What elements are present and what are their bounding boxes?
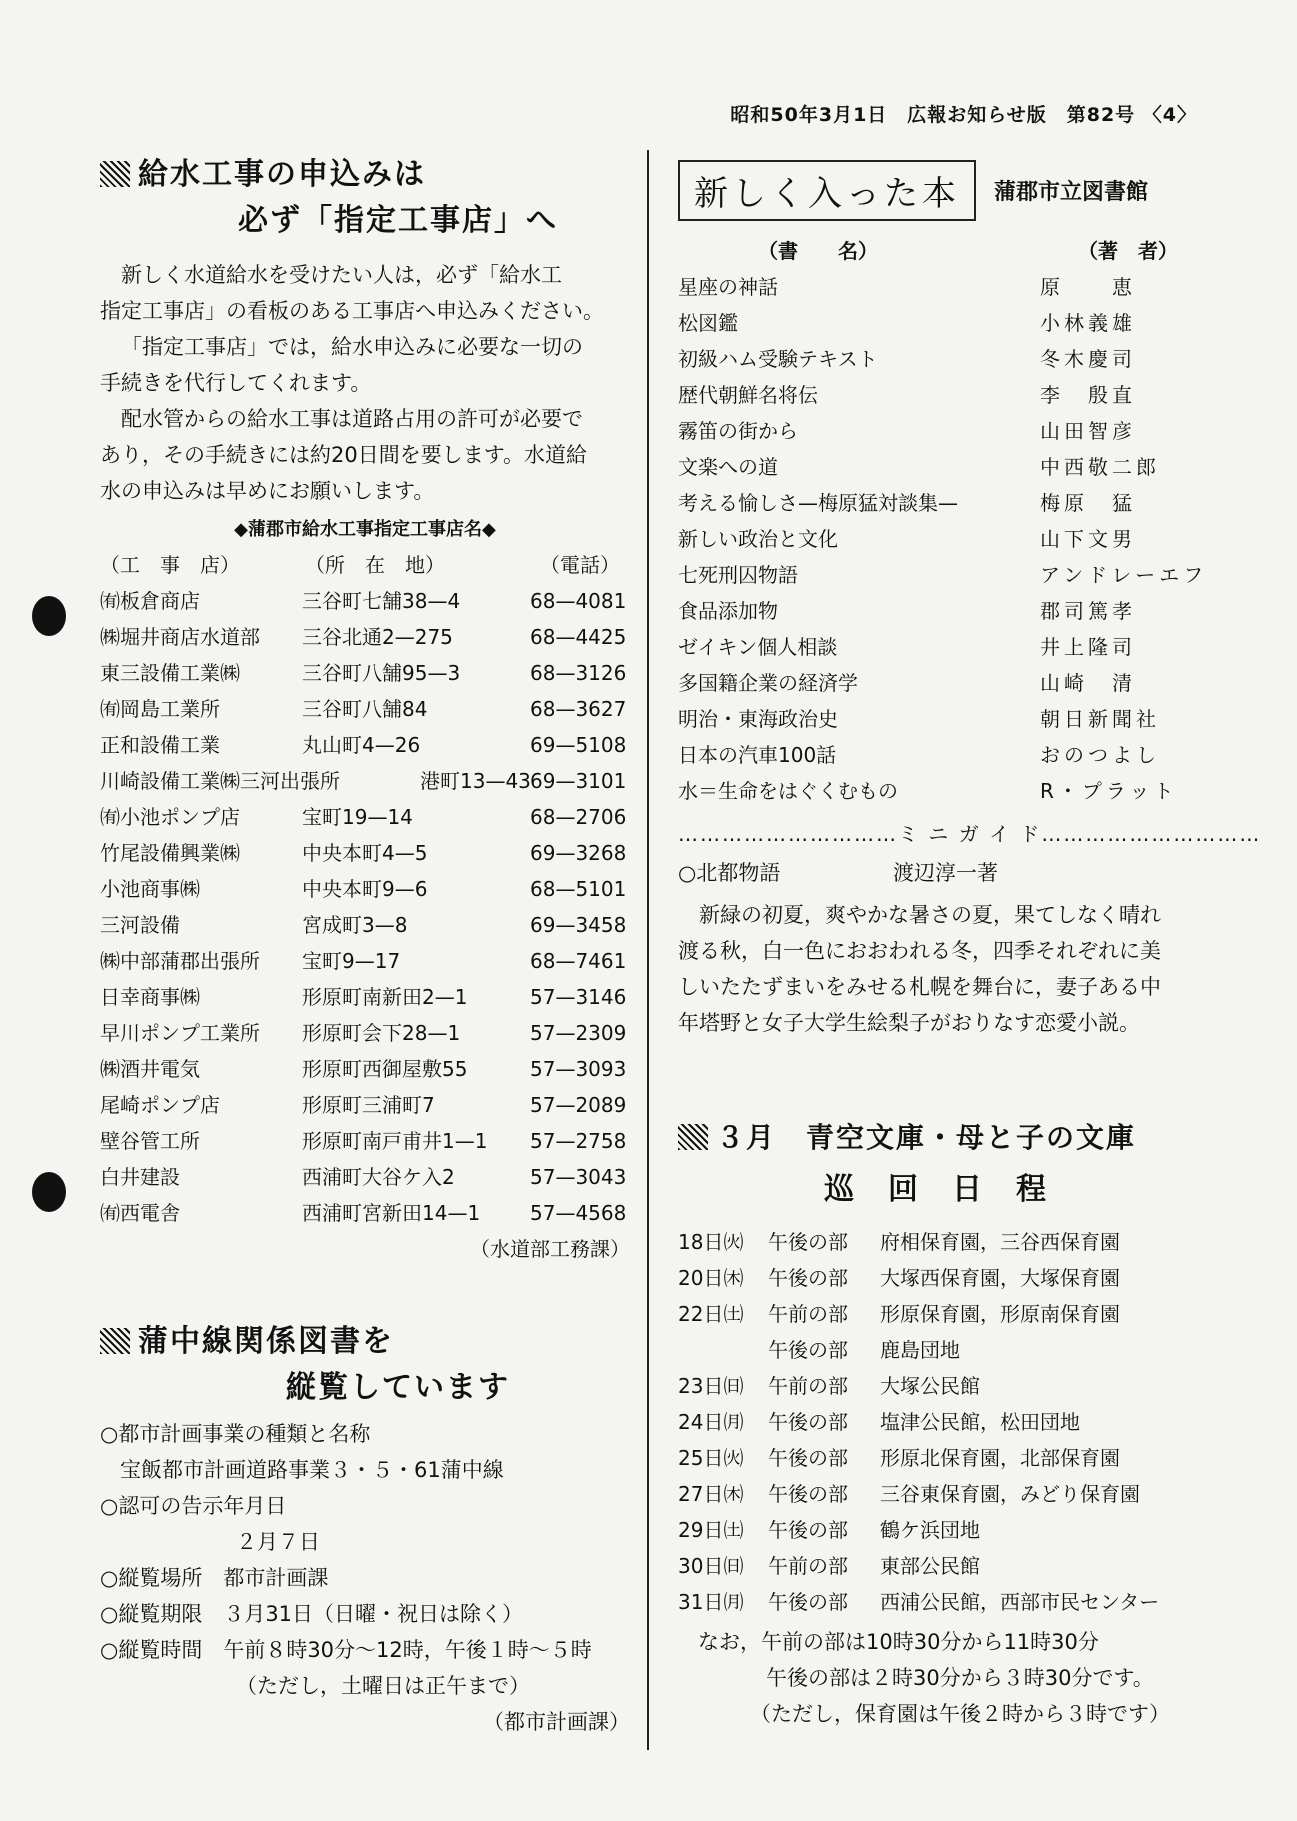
book-row [678, 701, 1203, 737]
schedule-list [678, 1224, 1208, 1620]
guide-text [678, 897, 1203, 1041]
schedule-place: 大塚西保育園，大塚保育園 [880, 1266, 1120, 1290]
shop-name: 早川ポンプ工業所 [100, 1021, 260, 1045]
schedule-place: 西浦公民館，西部市民センター [880, 1590, 1160, 1614]
shop-address: 宝町19—14 [302, 805, 413, 829]
bunko-title: ３月 青空文庫・母と子の文庫 [678, 1118, 1208, 1158]
schedule-row [678, 1512, 1208, 1548]
book-author: 井上隆司 [1040, 635, 1136, 659]
shop-name: ㈱堀井商店水道部 [100, 625, 260, 649]
shop-row [100, 619, 630, 655]
book-author: 李 殷直 [1040, 383, 1136, 407]
book-author: 中西敬二郎 [1040, 455, 1160, 479]
shop-phone: 69—3101 [530, 769, 627, 793]
shop-phone: 68—3126 [530, 661, 627, 685]
note-line: 午後の部は２時30分から３時30分です。 [766, 1666, 1154, 1690]
book-title: 霧笛の街から [678, 419, 798, 443]
info-line: ○縦覧期限 ３月31日（日曜・祝日は除く） [100, 1602, 524, 1626]
schedule-row [678, 1296, 1208, 1332]
shop-row [100, 655, 630, 691]
book-row [678, 593, 1203, 629]
shop-name: 尾崎ポンプ店 [100, 1093, 220, 1117]
shop-name: 白井建設 [100, 1165, 180, 1189]
book-author: 梅原 猛 [1040, 491, 1136, 515]
book-row [678, 773, 1203, 809]
library-section [678, 160, 1262, 1041]
book-title: ゼイキン個人相談 [678, 635, 838, 659]
schedule-date: 23日㈰ [678, 1374, 744, 1398]
schedule-place: 大塚公民館 [880, 1374, 980, 1398]
schedule-date: 24日㈪ [678, 1410, 744, 1434]
shop-name: ㈱中部蒲郡出張所 [100, 949, 260, 973]
shop-row [100, 1159, 630, 1195]
hatch-icon [100, 1328, 130, 1354]
shop-name: 三河設備 [100, 913, 180, 937]
book-author: 山田智彦 [1040, 419, 1136, 443]
schedule-notes [678, 1624, 1208, 1732]
info-line: （ただし，土曜日は正午まで） [236, 1674, 530, 1698]
shop-row [100, 763, 630, 799]
book-title: 水＝生命をはぐくむもの [678, 779, 898, 803]
shop-phone: 68—3627 [530, 697, 627, 721]
shop-address: 宮成町3—8 [302, 913, 408, 937]
body-line: あり，その手続きには約20日間を要します。水道給 [100, 443, 588, 467]
note-line: なお，午前の部は10時30分から11時30分 [698, 1630, 1099, 1654]
book-row [678, 449, 1203, 485]
shop-name: 小池商事㈱ [100, 877, 200, 901]
shop-row [100, 871, 630, 907]
book-row [678, 377, 1203, 413]
guide-line: 年塔野と女子大学生絵梨子がおりなす恋愛小説。 [678, 1011, 1140, 1035]
schedule-date: 20日㈭ [678, 1266, 744, 1290]
shop-address: 三谷町八舗84 [302, 697, 428, 721]
schedule-place: 形原保育園，形原南保育園 [880, 1302, 1120, 1326]
library-heading [678, 160, 1203, 221]
guide-line: 新緑の初夏，爽やかな暑さの夏，果てしなく晴れ [699, 903, 1161, 927]
shop-row [100, 691, 630, 727]
book-author: 朝日新聞社 [1040, 707, 1160, 731]
shop-name: ㈲小池ポンプ店 [100, 805, 240, 829]
book-row [678, 557, 1208, 593]
book-author: 原 恵 [1040, 275, 1136, 299]
book-row [678, 521, 1203, 557]
schedule-row [678, 1368, 1208, 1404]
schedule-row [678, 1224, 1208, 1260]
schedule-row [678, 1548, 1208, 1584]
book-title: 七死刑囚物語 [678, 563, 798, 587]
book-row [678, 485, 1203, 521]
gamagori-body [100, 1416, 630, 1740]
water-credit: （水道部工務課） [470, 1237, 630, 1261]
schedule-date: 27日㈭ [678, 1482, 744, 1506]
book-header: （書 名） （著 者） [758, 239, 1178, 263]
shop-phone: 57—4568 [530, 1201, 627, 1225]
book-author: アンドレーエフ [1040, 563, 1208, 587]
schedule-part: 午後の部 [768, 1410, 848, 1434]
book-title: 文楽への道 [678, 455, 778, 479]
schedule-date: 31日㈪ [678, 1590, 744, 1614]
shop-row [100, 907, 630, 943]
schedule-date: 29日㈯ [678, 1518, 744, 1542]
book-title: 考える愉しさ—梅原猛対談集— [678, 491, 958, 515]
shop-phone: 68—4425 [530, 625, 627, 649]
gamagori-section [100, 1322, 630, 1740]
bunko-subtitle: 巡 回 日 程 [824, 1172, 1048, 1207]
schedule-row [678, 1332, 1208, 1368]
guide-line: しいたたずまいをみせる札幌を舞台に，妻子ある中 [678, 975, 1161, 999]
shop-phone: 69—3458 [530, 913, 627, 937]
schedule-part: 午前の部 [768, 1374, 848, 1398]
book-row [678, 305, 1203, 341]
gamagori-title: 蒲中線関係図書を [100, 1322, 630, 1362]
book-title: 初級ハム受験テキスト [678, 347, 878, 371]
body-line: 水の申込みは早めにお願いします。 [100, 479, 435, 503]
schedule-place: 三谷東保育園，みどり保育園 [880, 1482, 1140, 1506]
shop-phone: 69—3268 [530, 841, 627, 865]
schedule-place: 東部公民館 [880, 1554, 980, 1578]
shop-address: 丸山町4—26 [302, 733, 421, 757]
issue-header: 昭和50年3月1日 広報お知らせ版 第82号 〈4〉 [730, 104, 1197, 126]
shop-address: 中央本町4—5 [302, 841, 428, 865]
shop-address: 中央本町9—6 [302, 877, 428, 901]
shop-phone: 69—5108 [530, 733, 627, 757]
info-line: ○認可の告示年月日 [100, 1494, 287, 1518]
schedule-row [678, 1584, 1208, 1620]
shop-row [100, 1195, 630, 1231]
shop-address: 三谷町八舗95—3 [302, 661, 461, 685]
guide-heading: ○北都物語 渡辺淳一著 [678, 861, 998, 885]
shop-phone: 57—3093 [530, 1057, 627, 1081]
book-row [678, 341, 1203, 377]
shop-address: 形原町南新田2—1 [302, 985, 468, 1009]
book-row [678, 737, 1203, 773]
shop-phone: 57—2758 [530, 1129, 627, 1153]
shop-name: 東三設備工業㈱ [100, 661, 240, 685]
library-org: 蒲郡市立図書館 [994, 180, 1149, 205]
schedule-row [678, 1260, 1208, 1296]
shop-row [100, 1015, 630, 1051]
schedule-part: 午後の部 [768, 1590, 848, 1614]
shop-row [100, 1087, 630, 1123]
schedule-part: 午前の部 [768, 1554, 848, 1578]
schedule-place: 形原北保育園，北部保育園 [880, 1446, 1120, 1470]
shop-row [100, 979, 630, 1015]
shop-phone: 57—3043 [530, 1165, 627, 1189]
shop-row [100, 1123, 630, 1159]
gamagori-credit: （都市計画課） [483, 1710, 630, 1734]
book-title: 松図鑑 [678, 311, 738, 335]
schedule-date: 25日㈫ [678, 1446, 744, 1470]
body-line: 指定工事店」の看板のある工事店へ申込みください。 [100, 299, 604, 323]
book-row [678, 665, 1203, 701]
book-row [678, 413, 1203, 449]
schedule-part: 午後の部 [768, 1338, 848, 1362]
shop-name: 日幸商事㈱ [100, 985, 200, 1009]
book-title: 多国籍企業の経済学 [678, 671, 858, 695]
shop-list [100, 583, 630, 1231]
schedule-place: 鹿島団地 [880, 1338, 960, 1362]
book-title: 星座の神話 [678, 275, 778, 299]
shop-phone: 68—4081 [530, 589, 627, 613]
guide-line: 渡る秋，白一色におおわれる冬，四季それぞれに美 [678, 939, 1161, 963]
book-row [678, 269, 1203, 305]
shop-phone: 57—2309 [530, 1021, 627, 1045]
shop-address: 西浦町宮新田14—1 [302, 1201, 481, 1225]
schedule-part: 午後の部 [768, 1230, 848, 1254]
punch-hole-mark [32, 596, 66, 636]
note-line: （ただし，保育園は午後２時から３時です） [750, 1702, 1170, 1726]
shop-name: ㈲板倉商店 [100, 589, 200, 613]
water-subtitle: 必ず「指定工事店」へ [238, 203, 558, 238]
bunko-section [678, 1118, 1208, 1732]
book-title: 歴代朝鮮名将伝 [678, 383, 818, 407]
book-author: 郡司篤孝 [1040, 599, 1136, 623]
shop-address: 港町13—43 [420, 769, 531, 793]
water-body [100, 257, 630, 509]
schedule-row [678, 1476, 1208, 1512]
book-title: 明治・東海政治史 [678, 707, 838, 731]
book-author: 山下文男 [1040, 527, 1136, 551]
shop-row [100, 943, 630, 979]
book-author: 山崎 清 [1040, 671, 1136, 695]
schedule-row [678, 1440, 1208, 1476]
book-author: 小林義雄 [1040, 311, 1136, 335]
shop-name: ㈲岡島工業所 [100, 697, 220, 721]
book-author: 冬木慶司 [1040, 347, 1136, 371]
shop-phone: 68—5101 [530, 877, 627, 901]
shop-row [100, 799, 630, 835]
info-line: ○都市計画事業の種類と名称 [100, 1422, 371, 1446]
shop-address: 形原町三浦町7 [302, 1093, 435, 1117]
hatch-icon [678, 1124, 708, 1150]
info-line: ○縦覧時間 午前８時30分～12時，午後１時～５時 [100, 1638, 592, 1662]
info-line: 宝飯都市計画道路事業３・５・61蒲中線 [120, 1458, 504, 1482]
schedule-date: 30日㈰ [678, 1554, 744, 1578]
schedule-place: 塩津公民館，松田団地 [880, 1410, 1080, 1434]
shop-address: 三谷町七舗38—4 [302, 589, 461, 613]
body-line: 配水管からの給水工事は道路占用の許可が必要で [121, 407, 583, 431]
list-title: ◆蒲郡市給水工事指定工事店名◆ [234, 519, 496, 540]
schedule-place: 府相保育園，三谷西保育園 [880, 1230, 1120, 1254]
info-line: ２月７日 [236, 1530, 320, 1554]
shop-phone: 68—7461 [530, 949, 627, 973]
shop-name: ㈱酒井電気 [100, 1057, 200, 1081]
schedule-place: 鶴ケ浜団地 [880, 1518, 980, 1542]
shop-row [100, 727, 630, 763]
shop-name: 正和設備工業 [100, 733, 220, 757]
mini-guide-rule: …………………………ミ ニ ガ イ ド………………………… [678, 822, 1262, 846]
schedule-row [678, 1404, 1208, 1440]
library-title: 新しく入った本 [678, 160, 976, 221]
shop-address: 宝町9—17 [302, 949, 401, 973]
list-header: （工 事 店） （所 在 地） （電話） [100, 553, 620, 577]
schedule-part: 午後の部 [768, 1266, 848, 1290]
book-author: おのつよし [1040, 743, 1160, 767]
shop-name: 壁谷管工所 [100, 1129, 200, 1153]
shop-row [100, 583, 630, 619]
schedule-part: 午後の部 [768, 1482, 848, 1506]
shop-phone: 57—3146 [530, 985, 627, 1009]
shop-address: 形原町会下28—1 [302, 1021, 461, 1045]
shop-address: 三谷北通2—275 [302, 625, 453, 649]
body-line: 新しく水道給水を受けたい人は，必ず「給水工 [121, 263, 562, 287]
book-title: 新しい政治と文化 [678, 527, 838, 551]
info-line: ○縦覧場所 都市計画課 [100, 1566, 329, 1590]
body-line: 手続きを代行してくれます。 [100, 371, 372, 395]
body-line: 「指定工事店」では，給水申込みに必要な一切の [121, 335, 583, 359]
hatch-icon [100, 161, 130, 187]
schedule-part: 午後の部 [768, 1446, 848, 1470]
shop-row [100, 835, 630, 871]
shop-address: 西浦町大谷ケ入2 [302, 1165, 455, 1189]
schedule-part: 午前の部 [768, 1302, 848, 1326]
water-section [100, 155, 630, 1267]
book-author: R・プラット [1040, 779, 1178, 803]
schedule-date: 18日㈫ [678, 1230, 744, 1254]
shop-name: 川崎設備工業㈱三河出張所 [100, 769, 340, 793]
shop-name: 竹尾設備興業㈱ [100, 841, 240, 865]
book-list [678, 269, 1208, 809]
shop-phone: 68—2706 [530, 805, 627, 829]
punch-hole-mark [32, 1172, 66, 1212]
water-title: 給水工事の申込みは [100, 155, 630, 195]
gamagori-subtitle: 縦覧しています [286, 1370, 510, 1405]
schedule-date: 22日㈯ [678, 1302, 744, 1326]
shop-address: 形原町西御屋敷55 [302, 1057, 468, 1081]
column-divider [647, 150, 649, 1750]
shop-address: 形原町南戸甫井1—1 [302, 1129, 488, 1153]
shop-name: ㈲西電舎 [100, 1201, 180, 1225]
schedule-part: 午後の部 [768, 1518, 848, 1542]
shop-row [100, 1051, 630, 1087]
book-title: 日本の汽車100話 [678, 743, 837, 767]
book-title: 食品添加物 [678, 599, 778, 623]
book-row [678, 629, 1203, 665]
shop-phone: 57—2089 [530, 1093, 627, 1117]
